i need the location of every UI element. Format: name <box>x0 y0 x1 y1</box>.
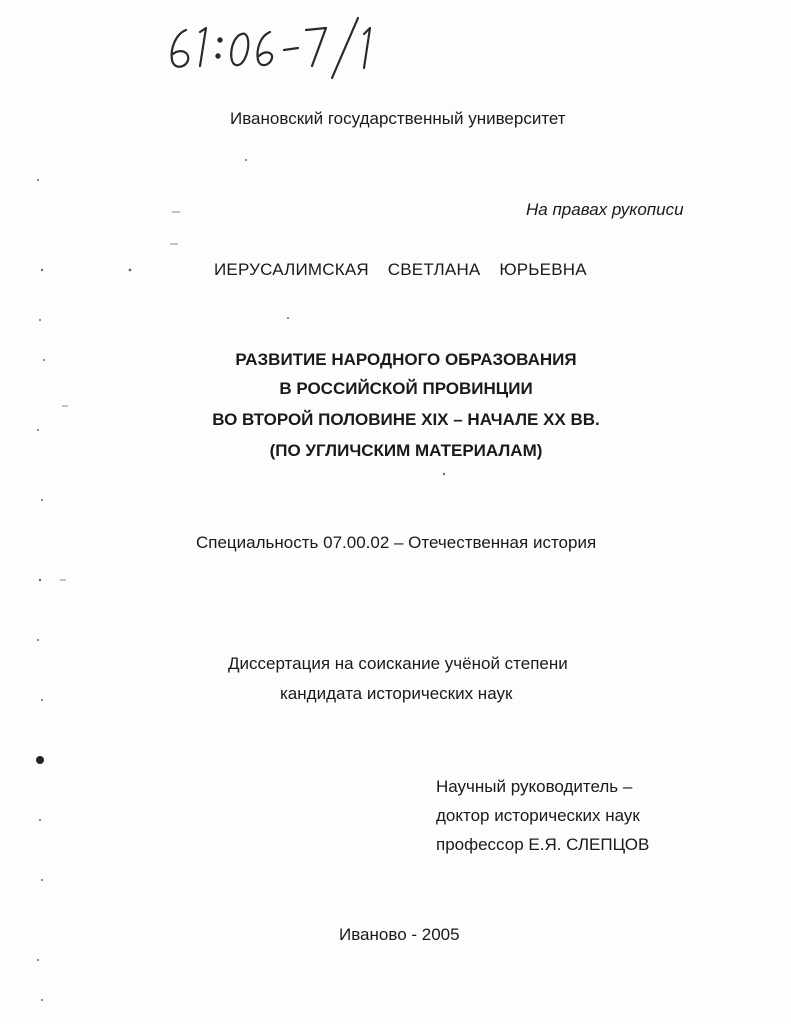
dissertation-title-line-2: В РОССИЙСКОЙ ПРОВИНЦИИ <box>279 379 533 398</box>
dissertation-title-line-3: ВО ВТОРОЙ ПОЛОВИНЕ XIX – НАЧАЛЕ XX ВВ. <box>212 410 600 429</box>
degree-statement-line-2: кандидата исторических наук <box>280 684 513 703</box>
handwritten-mark <box>160 8 400 80</box>
supervisor-line-3: профессор Е.Я. СЛЕПЦОВ <box>436 835 650 854</box>
author-name: ИЕРУСАЛИМСКАЯ СВЕТЛАНА ЮРЬЕВНА <box>214 260 587 279</box>
supervisor-line-1: Научный руководитель – <box>436 777 633 796</box>
university-name: Ивановский государственный университет <box>230 109 566 128</box>
manuscript-rights-note: На правах рукописи <box>526 200 684 219</box>
city-year: Иваново - 2005 <box>339 925 460 944</box>
degree-statement-line-1: Диссертация на соискание учёной степени <box>228 654 568 673</box>
supervisor-line-2: доктор исторических наук <box>436 806 640 825</box>
dissertation-title-line-4: (ПО УГЛИЧСКИМ МАТЕРИАЛАМ) <box>269 441 543 460</box>
dissertation-title-line-1: РАЗВИТИЕ НАРОДНОГО ОБРАЗОВАНИЯ <box>235 350 577 369</box>
specialty: Специальность 07.00.02 – Отечественная история <box>196 533 597 552</box>
